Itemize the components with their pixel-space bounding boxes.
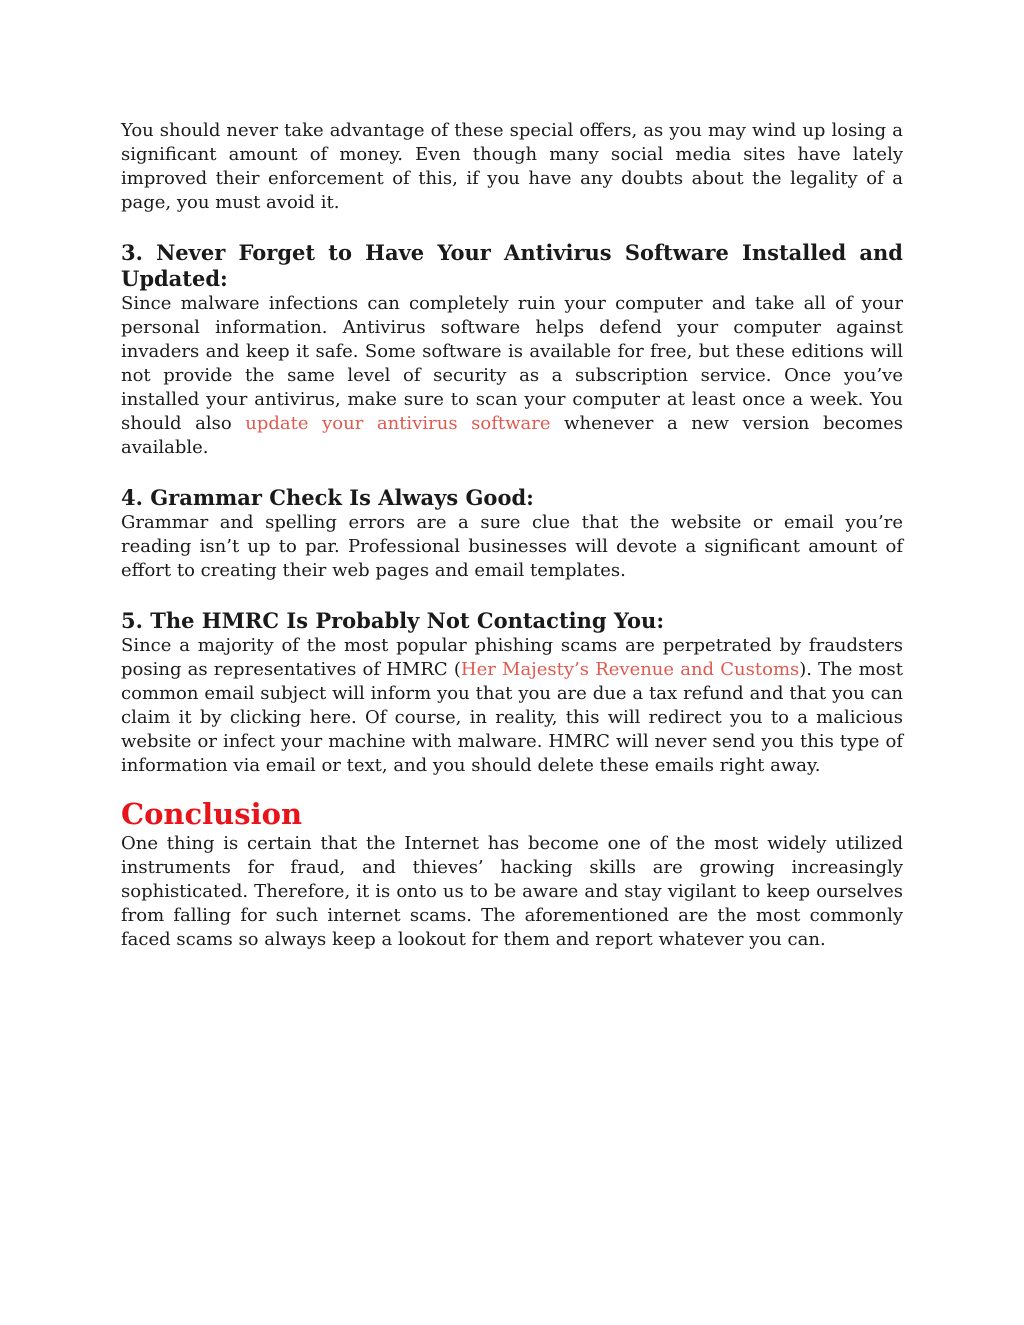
conclusion-heading: Conclusion xyxy=(121,797,303,831)
section-heading-antivirus: 3. Never Forget to Have Your Antivirus Software Installed and Updated: xyxy=(121,240,903,291)
section-antivirus xyxy=(121,240,903,460)
document-page xyxy=(121,119,903,952)
intro-paragraph: You should never take advantage of these special offers, as you may wind up losing a significant amount of money. Even though many social media sites have lately improved their enforcement of this, if you have any doubts about the legality of a page, you must avoid it. xyxy=(121,120,903,213)
section-heading-grammar: 4. Grammar Check Is Always Good: xyxy=(121,485,534,510)
conclusion-body: One thing is certain that the Internet has become one of the most widely utilized instruments for fraud, and thieves’ hacking skills are growing increasingly sophisticated. Therefore, it is onto us to be aware and stay vigilant to keep ourselves from falling for such internet scams. The aforementioned are the most commonly faced scams so always keep a lookout for them and report whatever you can. xyxy=(121,833,903,950)
body-text: whenever a new version becomes available. xyxy=(121,413,903,458)
conclusion-section xyxy=(121,796,903,952)
section-heading-hmrc: 5. The HMRC Is Probably Not Contacting You: xyxy=(121,608,665,633)
hmrc-link[interactable]: Her Majesty’s Revenue and Customs xyxy=(460,659,800,680)
body-text: Since a majority of the most popular phishing scams are perpetrated by fraudsters posing as representatives of HMRC ( xyxy=(121,635,903,680)
section-body-antivirus xyxy=(121,292,903,460)
update-antivirus-link[interactable]: update your antivirus software xyxy=(245,413,551,434)
section-hmrc xyxy=(121,608,903,778)
body-text: ). The most common email subject will inform you that you are due a tax refund and that you can claim it by clicking here. Of course, in reality, this will redirect you to a malicious website or infect your machine with malware. HMRC will never send you this type of information via email or text, and you should delete these emails right away. xyxy=(121,659,903,776)
section-grammar xyxy=(121,485,903,583)
section-body-hmrc xyxy=(121,634,903,778)
section-body-grammar: Grammar and spelling errors are a sure clue that the website or email you’re reading isn’t up to par. Professional businesses will devote a significant amount of effort to creating their web pages and email templates. xyxy=(121,512,903,581)
body-text: Since malware infections can completely ruin your computer and take all of your personal information. Antivirus software helps defend your computer against invaders and keep it safe. Some software is available for free, but these editions will not provide the same level of security as a subscription service. Once you’ve installed your antivirus, make sure to scan your computer at least once a week. You should also xyxy=(121,293,903,434)
